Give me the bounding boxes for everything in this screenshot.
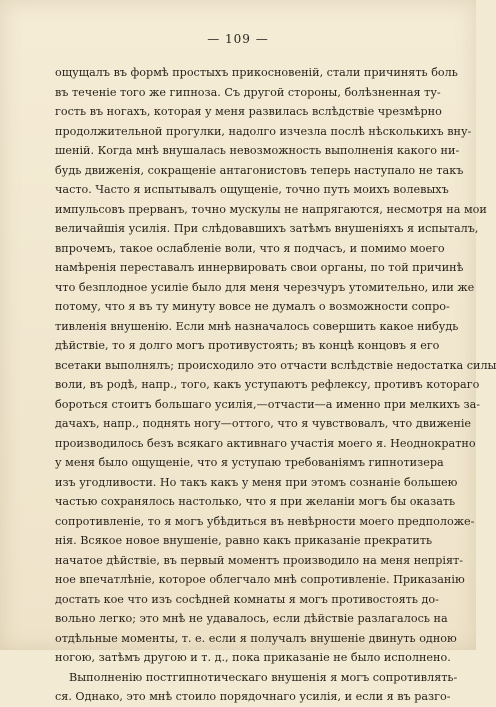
text-line: вольно легко; это мнѣ не удавалось, если дѣйствіе разлагалось на bbox=[55, 612, 448, 625]
text-line: отдѣльные моменты, т. е. если я получалъ внушеніе двинуть одною bbox=[55, 631, 457, 645]
text-line: шеній. Когда мнѣ внушалась невозможность выполненія какого ни- bbox=[55, 144, 460, 157]
text-line: впрочемъ, такое ослабленіе воли, что я подчасъ, и помимо моего bbox=[55, 241, 445, 255]
text-line: тивленія внушенію. Если мнѣ назначалось совершить какое нибудь bbox=[55, 319, 459, 333]
text-line: достать кое что изъ сосѣдней комнаты я могъ противостоять до- bbox=[55, 592, 439, 606]
text-line: продолжительной прогулки, надолго изчезла послѣ нѣсколькихъ вну- bbox=[55, 124, 472, 138]
text-line: что безплодное усиліе было для меня черезчуръ утомительно, или же bbox=[55, 280, 475, 294]
text-line: бороться стоитъ большаго усилія,—отчасти—а именно при мелкихъ за- bbox=[55, 397, 481, 411]
text-line: намѣренія переставалъ иннервировать свои органы, по той причинѣ bbox=[55, 261, 464, 274]
body-text bbox=[55, 63, 496, 707]
text-line: Выполненію постгипнотическаго внушенія я могъ сопротивлять- bbox=[69, 670, 458, 684]
text-line: нія. Всякое новое внушеніе, равно какъ приказаніе прекратить bbox=[55, 534, 433, 547]
text-line: ногою, затѣмъ другою и т. д., пока приказаніе не было исполнено. bbox=[55, 651, 451, 664]
text-line: изъ угодливости. Но такъ какъ у меня при этомъ сознаніе большею bbox=[55, 475, 458, 489]
text-line: импульсовъ прерванъ, точно мускулы не напрягаются, несмотря на мои bbox=[55, 202, 487, 216]
text-line: величайшія усилія. При слѣдовавшихъ затѣмъ внушеніяхъ я испыталъ, bbox=[55, 222, 479, 235]
text-line: сопротивленіе, то я могъ убѣдиться въ невѣрности моего предположе- bbox=[55, 514, 475, 528]
text-line: частью сохранялось настолько, что я при желаніи могъ бы оказать bbox=[55, 495, 456, 508]
text-line: будь движенія, сокращеніе антагонистовъ теперь наступало не такъ bbox=[55, 163, 464, 177]
text-line: въ теченіе того же гипноза. Съ другой стороны, болѣзненная ту- bbox=[55, 85, 441, 99]
text-line: ное впечатлѣніе, которое облегчало мнѣ сопротивленіе. Приказанію bbox=[55, 573, 465, 586]
text-line: потому, что я въ ту минуту вовсе не думалъ о возможности сопро- bbox=[55, 300, 450, 313]
text-line: дачахъ, напр., поднять ногу—оттого, что я чувствовалъ, что движеніе bbox=[55, 417, 472, 430]
text-line: начатое дѣйствіе, въ первый моментъ производило на меня непріят- bbox=[55, 553, 464, 567]
text-line: гость въ ногахъ, которая у меня развилась вслѣдствіе чрезмѣрно bbox=[55, 105, 442, 118]
text-line: ощущалъ въ формѣ простыхъ прикосновеній, стали причинять боль bbox=[55, 66, 458, 79]
text-line: дѣйствіе, то я долго могъ противустоять; въ концѣ концовъ я его bbox=[55, 339, 440, 352]
page-number: — 109 — bbox=[207, 32, 269, 46]
text-line: ся. Однако, это мнѣ стоило порядочнаго усилія, и если я въ разго- bbox=[55, 690, 451, 703]
text-line: всетаки выполнялъ; происходило это отчасти вслѣдствіе недостатка силы bbox=[55, 358, 496, 372]
text-line: воли, въ родѣ, напр., того, какъ уступаютъ рефлексу, противъ котораго bbox=[55, 378, 480, 391]
text-line: производилось безъ всякаго активнаго участія моего я. Неоднократно bbox=[55, 436, 476, 450]
text-line: у меня было ощущеніе, что я уступаю требованіямъ гипнотизера bbox=[55, 456, 444, 469]
text-line: часто. Часто я испытывалъ ощущеніе, точно путь моихъ волевыхъ bbox=[55, 183, 449, 196]
